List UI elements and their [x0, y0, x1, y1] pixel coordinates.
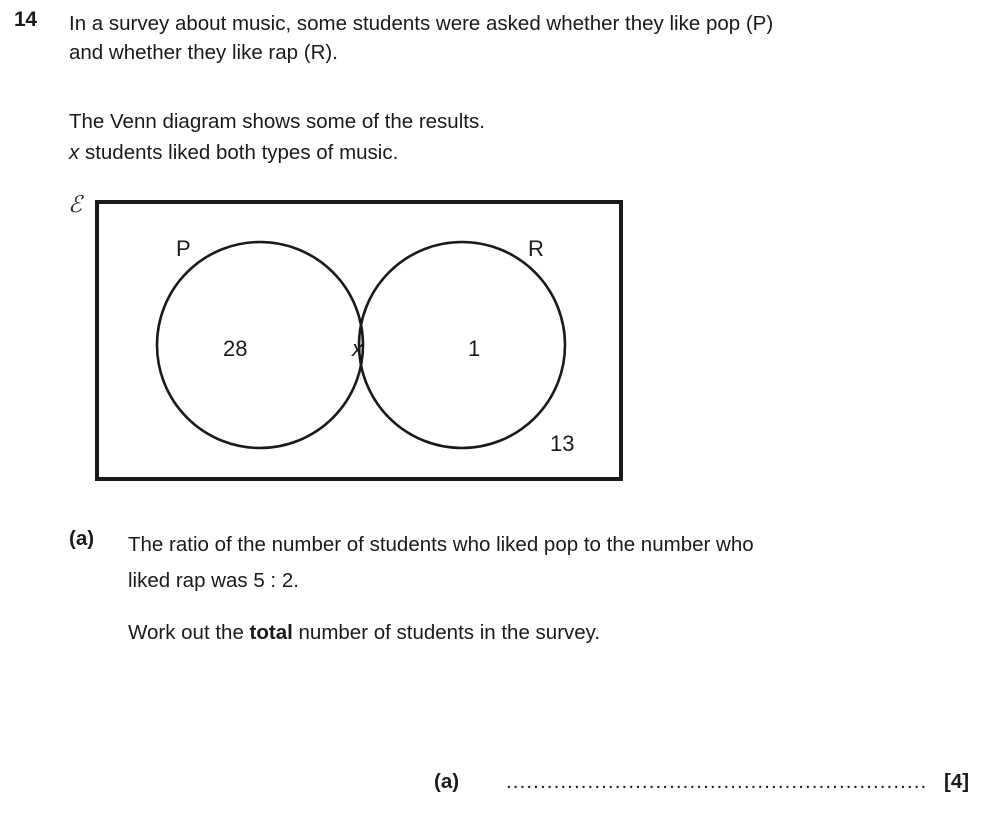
instruction-emphasis: total [249, 621, 293, 644]
question-intro [69, 106, 485, 168]
question-number: 14 [14, 8, 37, 31]
answer-part-label: (a) [434, 770, 460, 793]
part-a-instruction [128, 621, 600, 645]
venn-value-r-only: 1 [468, 336, 481, 361]
answer-marks: [4] [944, 770, 970, 793]
part-a-line-1: The ratio of the number of students who liked pop to the number who [128, 533, 754, 556]
intro-variable: x [69, 141, 80, 164]
set-label-p: P [176, 236, 191, 261]
venn-value-intersection: x [352, 336, 363, 361]
venn-value-outside: 13 [550, 431, 575, 456]
part-a-line-2: liked rap was 5 : 2. [128, 569, 299, 592]
intro-line-2: students liked both types of music. [79, 141, 399, 164]
set-circle-r [359, 242, 565, 448]
venn-value-p-only: 28 [223, 336, 248, 361]
part-a-marker: (a) [69, 527, 95, 550]
universal-set-symbol: ℰ [68, 192, 82, 218]
question-stem-line-1: In a survey about music, some students were asked whether they like pop (P) [69, 12, 774, 35]
question-stem [69, 9, 989, 67]
question-stem-line-2: and whether they like rap (R). [69, 41, 338, 64]
instruction-suffix: number of students in the survey. [292, 621, 601, 644]
answer-row [0, 770, 1000, 804]
venn-diagram [60, 190, 640, 490]
answer-input-line[interactable]: .............................................................. [506, 770, 928, 793]
intro-line-1: The Venn diagram shows some of the results. [69, 110, 485, 133]
part-a-text [128, 527, 958, 599]
set-circle-p [157, 242, 363, 448]
set-label-r: R [528, 236, 544, 261]
instruction-prefix: Work out the [128, 621, 250, 644]
